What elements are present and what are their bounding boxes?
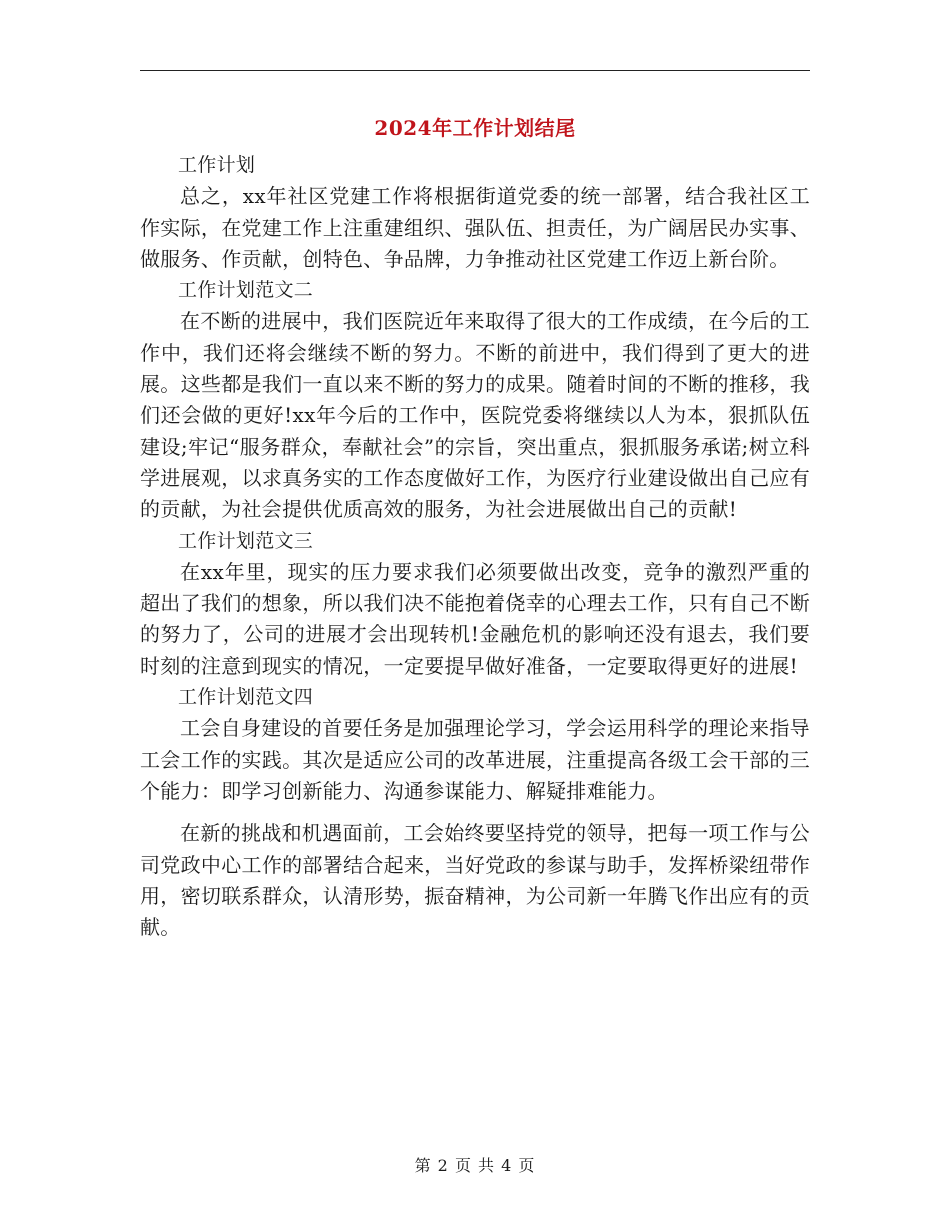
header-rule — [140, 70, 810, 71]
section-2-paragraph-1: 在不断的进展中，我们医院近年来取得了很大的工作成绩，在今后的工作中，我们还将会继续不断的努力。不断的前进中，我们得到了更大的进展。这些都是我们一直以来不断的努力的成果。随着时间的不断的推移，我们还会做的更好!xx年今后的工作中，医院党委将继续以人为本，狠抓队伍建设;牢记“服务群众，奉献社会”的宗旨，突出重点，狠抓服务承诺;树立科学进展观，以求真务实的工作态度做好工作，为医疗行业建设做出自己应有的贡献，为社会提供优质高效的服务，为社会进展做出自己的贡献! — [140, 309, 810, 522]
section-4-paragraph-2: 在新的挑战和机遇面前，工会始终要坚持党的领导，把每一项工作与公司党政中心工作的部署结合起来，当好党政的参谋与助手，发挥桥梁纽带作用，密切联系群众，认清形势，振奋精神，为公司新一年腾飞作出应有的贡献。 — [140, 821, 810, 940]
section-heading-1: 工作计划 — [178, 154, 256, 176]
section-1-paragraph-1: 总之，xx年社区党建工作将根据街道党委的统一部署，结合我社区工作实际，在党建工作上注重建组织、强队伍、担责任，为广阔居民办实事、做服务、作贡献，创特色、争品牌，力争推动社区党建工作迈上新台阶。 — [140, 184, 810, 271]
section-heading-3: 工作计划范文三 — [178, 529, 314, 552]
document-title: 2024年工作计划结尾 — [374, 116, 576, 140]
document-body — [140, 150, 810, 943]
section-heading-4: 工作计划范文四 — [178, 686, 314, 709]
page-number-footer: 第 2 页 共 4 页 — [414, 1156, 536, 1175]
section-3-paragraph-1: 在xx年里，现实的压力要求我们必须要做出改变，竞争的激烈严重的超出了我们的想象，所以我们决不能抱着侥幸的心理去工作，只有自己不断的努力了，公司的进展才会出现转机!金融危机的影响还没有退去，我们要时刻的注意到现实的情况，一定要提早做好准备，一定要取得更好的进展! — [140, 559, 810, 678]
section-heading-2: 工作计划范文二 — [178, 279, 314, 302]
section-4-paragraph-1: 工会自身建设的首要任务是加强理论学习，学会运用科学的理论来指导工会工作的实践。其次是适应公司的改革进展，注重提高各级工会干部的三个能力：即学习创新能力、沟通参谋能力、解疑排难能力。 — [140, 716, 810, 803]
